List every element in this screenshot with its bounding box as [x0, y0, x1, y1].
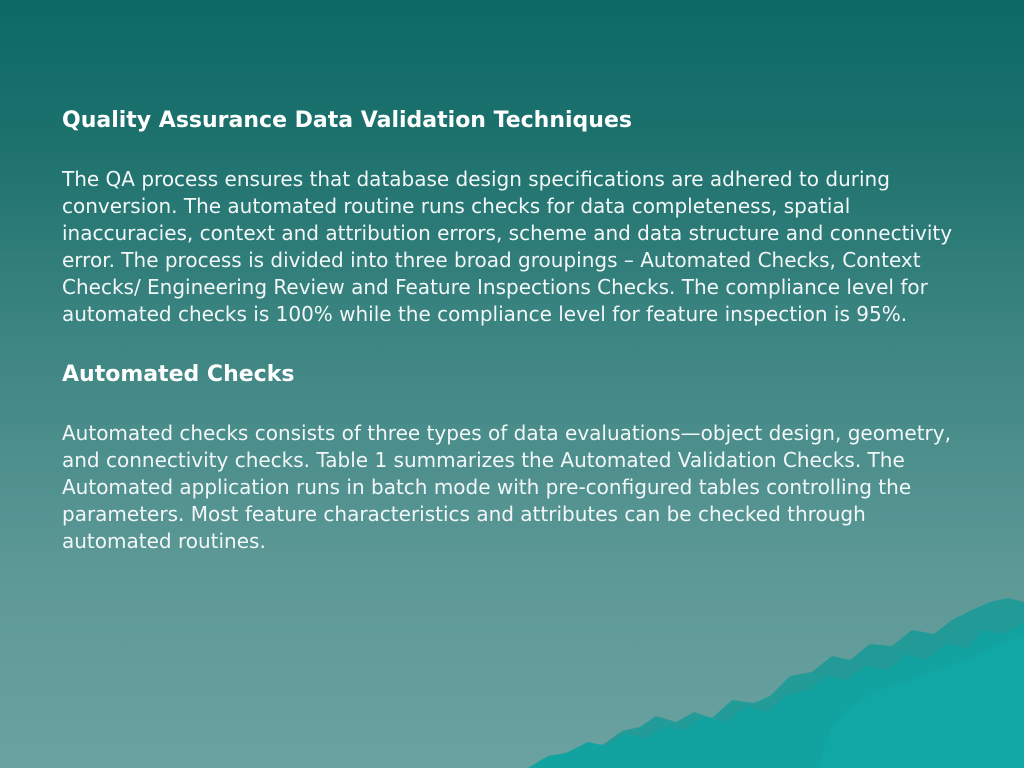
section-paragraph: Automated checks consists of three types of data evaluations—object design, geometry, and connectivity checks. Table 1 summarizes the Automated Validation Checks. The Automated application runs in batch mode with pre-configured tables controlling the parameters. Most feature characteristics and attributes can be checked through automated routines. — [62, 421, 951, 553]
intro-paragraph: The QA process ensures that database design specifications are adhered to during conversion. The automated routine runs checks for data completeness, spatial inaccuracies, context and attribution errors, scheme and data structure and connectivity error. The process is divided into three broad groupings – Automated Checks, Context Checks/ Engineering Review and Feature Inspections Checks. The compliance level for automated checks is 100% while the compliance level for feature inspection is 95%. — [62, 167, 953, 326]
mountain-front-range — [528, 622, 1024, 768]
mountain-back-range — [560, 598, 1024, 768]
section-heading: Automated Checks — [62, 362, 295, 387]
slide-title: Quality Assurance Data Validation Techniques — [62, 108, 632, 133]
mountain-highlight — [818, 636, 1024, 768]
slide-content — [62, 106, 962, 555]
